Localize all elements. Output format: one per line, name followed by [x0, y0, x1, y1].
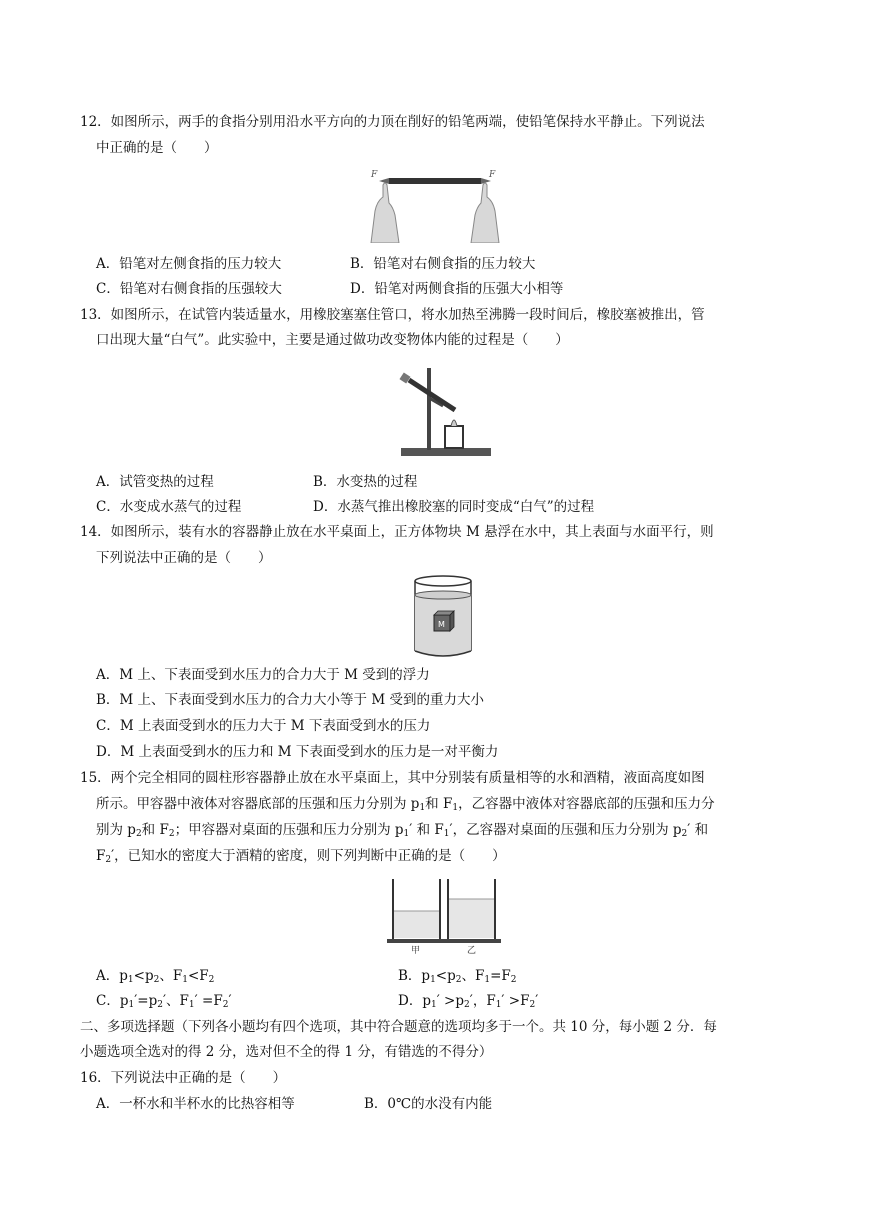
q13-option-d: D．水蒸气推出橡胶塞的同时变成“白气”的过程: [313, 499, 595, 515]
svg-text:F: F: [489, 170, 496, 180]
q12-option-d: D．铅笔对两侧食指的压强大小相等: [350, 281, 564, 297]
cube-label: M: [438, 620, 445, 629]
q16-stem: 16．下列说法中正确的是（ ）: [80, 1070, 287, 1086]
q15-option-a: A．$p_1<p_2$、$F_1<F_2$: [96, 968, 215, 985]
test-tube-heating-figure: [393, 360, 493, 460]
section2-heading-line2: 小题选项全选对的得 2 分，选对但不全的得 1 分，有错选的不得分）: [80, 1044, 493, 1060]
svg-text:F: F: [371, 170, 378, 180]
label-jia: 甲: [411, 946, 421, 956]
q15-stem-line4: $F_2'$，已知水的密度大于酒精的密度，则下列判断中正确的是（ ）: [96, 848, 506, 865]
two-containers-figure: [387, 877, 501, 957]
q15-stem-line3: 别为 $p_2$和 $F_2$；甲容器对桌面的压强和压力分别为 $p_1'$ 和 $F_1'$，乙容器对桌面的压强和压力分别为 $p_2'$ 和: [96, 822, 709, 839]
q16-option-b: B．0℃的水没有内能: [364, 1096, 493, 1112]
pencil-fingers-figure: [367, 165, 503, 243]
q14-option-c: C．M 上表面受到水的压力大于 M 下表面受到水的压力: [96, 718, 431, 734]
q15-stem-line2: 所示。甲容器中液体对容器底部的压强和压力分别为 $p_1$和 $F_1$，乙容器中液体对容器底部的压强和压力分: [96, 796, 715, 813]
q13-stem-line1: 13．如图所示，在试管内装适量水，用橡胶塞塞住管口，将水加热至沸腾一段时间后，橡胶塞被推出，管: [80, 307, 705, 323]
q16-option-a: A．一杯水和半杯水的比热容相等: [96, 1096, 295, 1112]
q12-option-b: B．铅笔对右侧食指的压力较大: [350, 256, 536, 272]
q12-stem-line2: 中正确的是（ ）: [96, 140, 218, 156]
q12-option-c: C．铅笔对右侧食指的压强较大: [96, 281, 282, 297]
label-yi: 乙: [467, 946, 477, 956]
q13-option-a: A．试管变热的过程: [96, 474, 214, 490]
q14-stem-line2: 下列说法中正确的是（ ）: [96, 550, 272, 566]
q13-stem-line2: 口出现大量“白气”。此实验中，主要是通过做功改变物体内能的过程是（ ）: [96, 332, 569, 348]
q13-option-c: C．水变成水蒸气的过程: [96, 499, 242, 515]
q15-option-d: D．$p_1' >p_2'$，$F_1' >F_2'$: [398, 993, 539, 1010]
q15-option-c: C．$p_1'=p_2'$、$F_1' =F_2'$: [96, 993, 232, 1010]
q14-option-d: D．M 上表面受到水的压力和 M 下表面受到水的压力是一对平衡力: [96, 744, 499, 760]
q14-stem-line1: 14．如图所示，装有水的容器静止放在水平桌面上，正方体物块 M 悬浮在水中，其上表面与水面平行，则: [80, 524, 714, 540]
section2-heading-line1: 二、多项选择题（下列各小题均有四个选项，其中符合题意的选项均多于一个。共 10 分，每小题 2 分．每: [80, 1019, 717, 1035]
q12-option-a: A．铅笔对左侧食指的压力较大: [96, 256, 282, 272]
q14-option-a: A．M 上、下表面受到水压力的合力大于 M 受到的浮力: [96, 667, 430, 683]
container-cube-figure: [410, 573, 476, 661]
q15-option-b: B．$p_1<p_2$、$F_1=F_2$: [398, 968, 517, 985]
q12-stem-line1: 12．如图所示，两手的食指分别用沿水平方向的力顶在削好的铅笔两端，使铅笔保持水平静止。下列说法: [80, 114, 705, 130]
q14-option-b: B．M 上、下表面受到水压力的合力大小等于 M 受到的重力大小: [96, 692, 484, 708]
q13-option-b: B．水变热的过程: [313, 474, 418, 490]
q15-stem-line1: 15．两个完全相同的圆柱形容器静止放在水平桌面上，其中分别装有质量相等的水和酒精，液面高度如图: [80, 770, 705, 786]
